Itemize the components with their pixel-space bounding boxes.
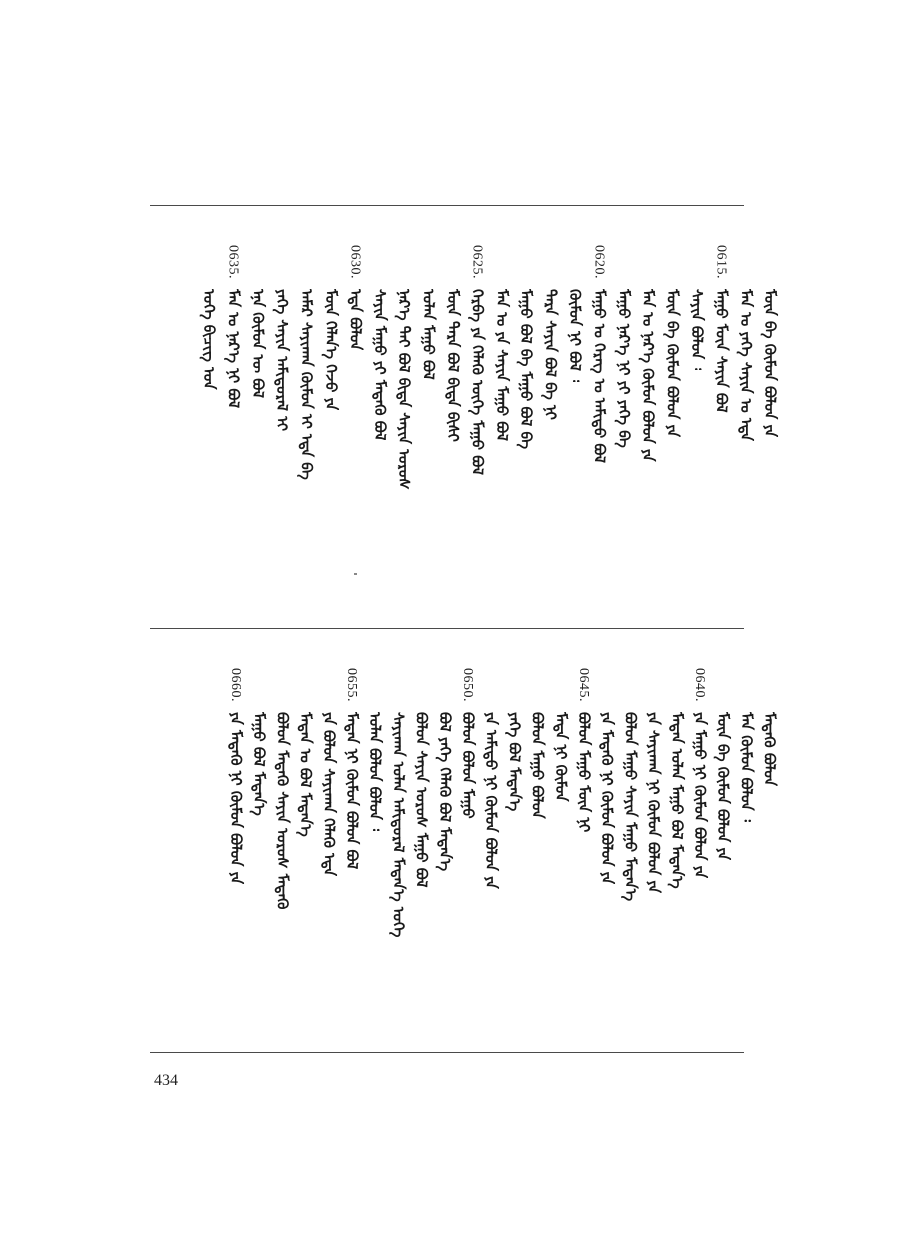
verse-column (662, 245, 686, 610)
verse-column (320, 245, 344, 610)
verse-line: ᠡᠨᠡ ᠬᠥᠮᠦᠨ ᠦ ᠪᠣᠯ (248, 289, 267, 398)
verse-column (225, 668, 249, 1038)
verse-line: ᠶᠡᠬᠡ ᠪᠣᠯ ᠮᠡᠳᠡᠨ᠎ᠡ (505, 712, 524, 812)
verse-column (619, 668, 643, 1038)
verse-column (411, 668, 435, 1038)
verse-line: ᠮᠡᠳᠡᠬᠦ ᠪᠣᠯᠤᠨ (760, 712, 779, 787)
line-number: 0625. (469, 245, 485, 279)
line-number: 0655. (344, 668, 359, 702)
verse-line: ᠮᠡᠳᠡ ᠨᠢ ᠬᠥᠮᠦᠨ (551, 712, 570, 802)
verse-line: ᠮᠡᠳᠡᠨ ᠤ ᠪᠣᠯ ᠮᠡᠳᠡᠨ᠎ᠡ (296, 712, 315, 837)
line-number: 0640. (692, 668, 707, 702)
verse-line: ᠶᠠ ᠮᠡᠳᠡᠬᠦ ᠨᠢ ᠬᠥᠮᠦᠨ ᠪᠣᠯᠤᠨ ᠶᠠ (227, 712, 245, 885)
verse-column (364, 668, 388, 1038)
verse-line: ᠪᠣᠯᠤᠨ ᠮᠡᠳᠡᠬᠦ ᠰᠠᠶᠢᠨ ᠤᠷᠤᠰ ᠮᠡᠳᠡᠬᠦ (273, 712, 292, 910)
verse-line: ᠮᠡᠨ ᠬᠥᠮᠦᠨ ᠪᠣᠯᠤᠨ ᠄ (737, 712, 756, 822)
verse-line: ᠪᠣᠯᠤᠨ ᠮᠠᠭᠤ ᠰᠠᠶᠢᠨ ᠮᠠᠭᠤ ᠮᠡᠳᠡᠨ᠎ᠡ (621, 712, 640, 902)
verse-column (503, 668, 527, 1038)
verse-line: ᠮᠠᠭᠤ ᠨᠡᠷ᠎ᠡ ᠨᠢ ᠶᠢ ᠶᠡᠬᠡ ᠪᠡ (614, 289, 633, 448)
verse-line: ᠶᠠ ᠮᠡᠳᠡᠬᠦ ᠨᠢ ᠬᠥᠮᠦᠨ ᠪᠣᠯᠤᠨ ᠶᠠ (598, 712, 617, 885)
verse-column (735, 245, 759, 610)
verse-line: ᠣᠯᠠᠨ ᠮᠠᠭᠤ ᠪᠣᠯ (419, 289, 438, 380)
verse-line: ᠮᠡᠨ ᠤ ᠨᠡᠷ᠎ᠡ ᠬᠥᠮᠦᠨ ᠪᠣᠯᠤᠨ ᠶᠠ (639, 289, 658, 462)
verse-column (712, 668, 736, 1038)
verse-column (271, 245, 295, 610)
scan-speck (354, 573, 357, 575)
verse-line: ᠪᠣᠯᠤᠨ ᠮᠠᠭᠤ ᠮᠥᠨ ᠨᠢ (575, 712, 593, 833)
verse-column (248, 668, 272, 1038)
verse-line: ᠤᠭᠡ ᠪᠢᠴᠢᠭ ᠤᠨ (200, 289, 218, 390)
verse-section-2 (150, 668, 779, 1038)
verse-line: ᠶᠠ ᠰᠠᠶᠢᠬᠠᠨ ᠨᠢ ᠬᠥᠮᠦᠨ ᠪᠣᠯᠤᠨ ᠶᠠ (644, 712, 663, 894)
verse-line: ᠰᠠᠶᠢᠨ ᠮᠠᠭᠤ ᠶᠢ ᠮᠡᠳᠡᠬᠦ ᠪᠣᠯ (370, 289, 389, 441)
verse-column (759, 668, 783, 1038)
verse-column (550, 668, 574, 1038)
verse-line: ᠰᠠᠶᠢᠬᠠᠨ ᠤᠯᠠᠨ ᠠᠮᠢᠳᠤᠷᠠᠯ ᠮᠡᠳᠡᠨ᠎ᠡ ᠤᠭᠡ (389, 712, 408, 938)
verse-column (573, 668, 597, 1038)
verse-column (466, 245, 490, 610)
verse-column (515, 245, 539, 610)
verse-column (418, 245, 442, 610)
verse-column (759, 245, 783, 610)
verse-column (596, 668, 620, 1038)
verse-line: ᠮᠡᠨ ᠤ ᠶᠡᠬᠡ ᠰᠠᠶᠢᠨ ᠤ ᠡᠳᠡ (736, 289, 755, 441)
verse-line: ᠮᠠᠭᠤ ᠤ ᠬᠡᠷᠡᠭ ᠤ ᠠᠮᠢᠳᠤ ᠪᠣᠯ (590, 289, 609, 464)
verse-column (387, 668, 411, 1038)
verse-column (369, 245, 393, 610)
verse-column (393, 245, 417, 610)
line-number: 0620. (591, 245, 607, 279)
verse-column (457, 668, 481, 1038)
bottom-rule (150, 1052, 744, 1053)
line-number: 0660. (228, 668, 243, 702)
verse-line: ᠡᠳᠡ ᠪᠣᠯᠤᠨ (346, 289, 365, 351)
verse-column (588, 245, 612, 610)
verse-line: ᠪᠣᠯ ᠶᠡᠬᠡ ᠬᠡᠯᠡᠬᠦ ᠪᠣᠯ ᠮᠡᠳᠡᠨ᠎ᠡ (435, 712, 454, 872)
page-number: 434 (154, 1072, 178, 1089)
verse-section-1 (150, 245, 780, 610)
verse-column (247, 245, 271, 610)
verse-column (434, 668, 458, 1038)
verse-line: ᠮᠡᠨ ᠤ ᠶᠠ ᠰᠠᠶᠢᠨ ᠮᠠᠭᠤ ᠪᠣᠯ (492, 289, 511, 441)
verse-column (222, 245, 246, 610)
verse-column (295, 668, 319, 1038)
top-rule-section-1 (150, 205, 744, 206)
verse-line: ᠮᠥᠨ ᠬᠡᠯᠡᠨ᠎ᠡ ᠭᠡᠵᠦ ᠶᠠ (322, 289, 340, 411)
line-number: 0645. (576, 668, 591, 702)
verse-line: ᠪᠣᠯᠤᠨ ᠪᠣᠯᠤᠨ ᠮᠠᠭᠤ (459, 712, 477, 819)
verse-line: ᠮᠥᠨ ᠲᠡᠷᠡ ᠪᠣᠯ ᠪᠢᠳᠡ ᠪᠢᠰᠢ (444, 289, 462, 442)
verse-line: ᠮᠠᠭᠤ ᠪᠣᠯ ᠪᠡ ᠮᠠᠭᠤ ᠪᠣᠯ ᠪᠡ (517, 289, 536, 450)
line-number: 0650. (460, 668, 475, 702)
verse-line: ᠶᠠ ᠠᠮᠢᠳᠤ ᠨᠢ ᠬᠥᠮᠦᠨ ᠪᠣᠯᠤᠨ ᠶᠠ (482, 712, 501, 889)
verse-column (480, 668, 504, 1038)
verse-column (689, 668, 713, 1038)
verse-column (318, 668, 342, 1038)
verse-line: ᠮᠠᠭᠤ ᠪᠣᠯ ᠮᠡᠳᠡᠨ᠎ᠡ (250, 712, 269, 816)
verse-column (666, 668, 690, 1038)
verse-column (564, 245, 588, 610)
verse-column (344, 245, 368, 610)
verse-line: ᠮᠥᠨ ᠪᠡ ᠬᠥᠮᠦᠨ ᠪᠣᠯᠤᠨ ᠶᠠ (761, 289, 780, 438)
verse-column (442, 245, 466, 610)
top-rule-section-2 (150, 628, 744, 629)
line-number: 0635. (225, 245, 241, 279)
verse-line: ᠶᠠ ᠮᠠᠭᠤ ᠨᠢ ᠬᠥᠮᠦᠨ ᠪᠣᠯᠤᠨ ᠶᠠ (691, 712, 709, 879)
verse-line: ᠲᠡᠷᠡ ᠰᠠᠶᠢᠨ ᠪᠣᠯ ᠪᠡ ᠨᠢ (541, 289, 560, 420)
verse-column (198, 245, 222, 610)
verse-line: ᠬᠥᠮᠦᠨ ᠨᠢ ᠪᠣᠯ ᠄ (566, 289, 584, 383)
verse-line: ᠠᠮᠠᠷ ᠰᠠᠶᠢᠬᠠᠨ ᠬᠦᠮᠦᠨ ᠢ ᠡᠳᠡ ᠪᠡ (297, 289, 316, 480)
verse-line: ᠮᠡᠳᠡᠨ ᠨᠢ ᠬᠥᠮᠦᠨ ᠪᠣᠯᠤᠨ ᠪᠣᠯ (343, 712, 361, 870)
verse-line: ᠮᠡᠨ ᠤ ᠨᠡᠷ᠎ᠡ ᠨᠢ ᠪᠣᠯ (224, 289, 243, 409)
verse-column (341, 668, 365, 1038)
verse-line: ᠮᠥᠨ ᠪᠡ ᠬᠥᠮᠦᠨ ᠪᠣᠯᠤᠨ ᠶᠠ (663, 289, 682, 438)
verse-line: ᠮᠥᠨ ᠪᠡ ᠬᠥᠮᠦᠨ ᠪᠣᠯᠤᠨ ᠶᠠ (714, 712, 733, 861)
verse-column (613, 245, 637, 610)
verse-column (686, 245, 710, 610)
verse-line: ᠤᠯᠠᠨ ᠪᠣᠯᠤᠨ ᠪᠣᠯᠤᠨ ᠄ (366, 712, 385, 832)
verse-line: ᠰᠠᠶᠢᠨ ᠪᠣᠯᠤᠨ ᠄ (688, 289, 706, 371)
verse-line: ᠬᠡᠷᠪᠡ ᠶᠠ ᠬᠡᠯᠡᠬᠦ ᠦᠭᠡ ᠮᠠᠭᠤ ᠪᠣᠯ (468, 289, 487, 475)
verse-column (540, 245, 564, 610)
verse-line: ᠨᠡᠷ᠎ᠡ ᠲᠡᠢ ᠪᠣᠯ ᠪᠢᠳᠡ ᠰᠠᠶᠢᠨ ᠤᠷᠤᠰ (395, 289, 414, 490)
verse-column (296, 245, 320, 610)
verse-column (735, 668, 759, 1038)
verse-column (637, 245, 661, 610)
verse-line: ᠮᠡᠳᠡᠨ ᠤᠯᠠᠨ ᠮᠠᠭᠤ ᠪᠣᠯ ᠮᠡᠳᠡᠨ᠎ᠡ (667, 712, 686, 889)
verse-column (271, 668, 295, 1038)
verse-line: ᠶᠡᠬᠡ ᠰᠠᠶᠢᠨ ᠠᠮᠢᠳᠤᠷᠠᠯ ᠢ (273, 289, 292, 432)
verse-line: ᠪᠣᠯᠤᠨ ᠮᠠᠭᠤ ᠪᠣᠯᠤᠨ (528, 712, 547, 819)
verse-line: ᠮᠠᠭᠤ ᠮᠥᠨ ᠰᠠᠶᠢᠨ ᠪᠣᠯ (712, 289, 731, 413)
verse-column (527, 668, 551, 1038)
verse-column (643, 668, 667, 1038)
line-number: 0615. (713, 245, 729, 279)
verse-column (491, 245, 515, 610)
line-number: 0630. (347, 245, 363, 279)
verse-line: ᠪᠣᠯᠤᠨ ᠰᠠᠶᠢᠨ ᠤᠷᠤᠰ ᠮᠠᠭᠤ ᠪᠣᠯ (412, 712, 431, 888)
verse-line: ᠶᠠ ᠪᠣᠯᠤᠨ ᠰᠠᠶᠢᠬᠠᠨ ᠬᠡᠯᠡᠬᠦ ᠡᠳᠡ (319, 712, 338, 877)
verse-column (710, 245, 734, 610)
